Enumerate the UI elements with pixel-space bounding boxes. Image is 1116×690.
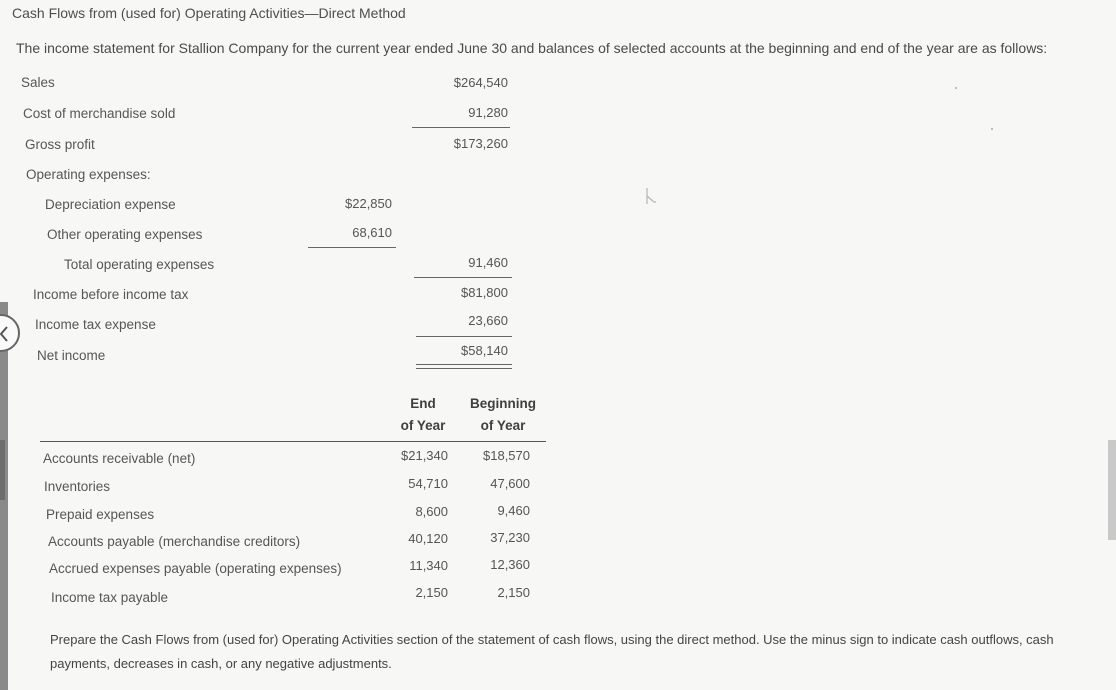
income-before-tax-label: Income before income tax [33,287,189,302]
net-income-label: Net income [37,348,106,363]
begin-year-header: Beginning [470,396,536,411]
begin-value: 12,360 [490,557,530,572]
table-header-rule [40,441,546,442]
begin-value: 2,150 [497,585,530,600]
end-year-header: End [410,396,436,411]
begin-year-header: of Year [480,418,526,433]
begin-value: 9,460 [497,503,530,518]
speck [955,87,957,89]
speck [991,128,993,130]
end-value: 2,150 [415,585,448,600]
end-value: 11,340 [409,558,448,573]
task-instructions: Prepare the Cash Flows from (used for) Operating Activities section of the statement of cash flows, using the direct method. Use the minus sign to indicate cash outflows, cash payments, decreases in cash, or any negative adjustments. [50,632,1054,671]
text-cursor-icon [644,186,658,208]
other-opex-value: 68,610 [352,225,392,240]
table-row-label: Accounts payable (merchandise creditors) [48,534,301,549]
depreciation-label: Depreciation expense [45,197,176,212]
chevron-left-icon [0,325,10,343]
sales-value: $264,540 [453,75,508,90]
underline [412,127,510,128]
net-income-value: $58,140 [461,343,508,358]
left-sidebar-tab [0,440,5,500]
underline [416,336,512,337]
end-value: 8,600 [415,504,448,519]
tax-label: Income tax expense [35,317,156,332]
table-row-label: Prepaid expenses [46,507,155,522]
opex-heading: Operating expenses: [26,167,151,182]
cogs-value: 91,280 [468,105,508,120]
table-row-label: Income tax payable [51,590,169,605]
underline [308,247,396,248]
end-value: 54,710 [408,476,448,491]
gross-profit-value: $173,260 [453,136,508,151]
scrollbar-thumb[interactable] [1108,440,1116,540]
begin-value: $18,570 [483,448,530,463]
sales-label: Sales [21,75,55,90]
intro-text: The income statement for Stallion Company for the current year ended June 30 and balances of selected accounts at the beginning and end of the year are as follows: [16,40,1048,56]
table-row-label: Accounts receivable (net) [43,451,196,466]
total-opex-label: Total operating expenses [64,257,215,272]
other-opex-label: Other operating expenses [47,227,203,242]
total-opex-value: 91,460 [468,255,508,270]
back-button[interactable] [0,314,20,352]
begin-value: 37,230 [490,530,530,545]
gross-profit-label: Gross profit [25,137,95,152]
double-underline [416,364,512,369]
end-value: 40,120 [408,531,448,546]
underline [414,277,512,278]
end-year-header: of Year [400,418,446,433]
cogs-label: Cost of merchandise sold [23,106,176,121]
table-row-label: Inventories [44,479,111,494]
begin-value: 47,600 [490,476,530,491]
end-value: $21,340 [401,448,448,463]
depreciation-value: $22,850 [345,196,392,211]
income-before-tax-value: $81,800 [461,285,508,300]
table-row-label: Accrued expenses payable (operating expenses) [49,561,342,576]
tax-value: 23,660 [468,313,508,328]
page-title: Cash Flows from (used for) Operating Activities—Direct Method [12,5,406,21]
